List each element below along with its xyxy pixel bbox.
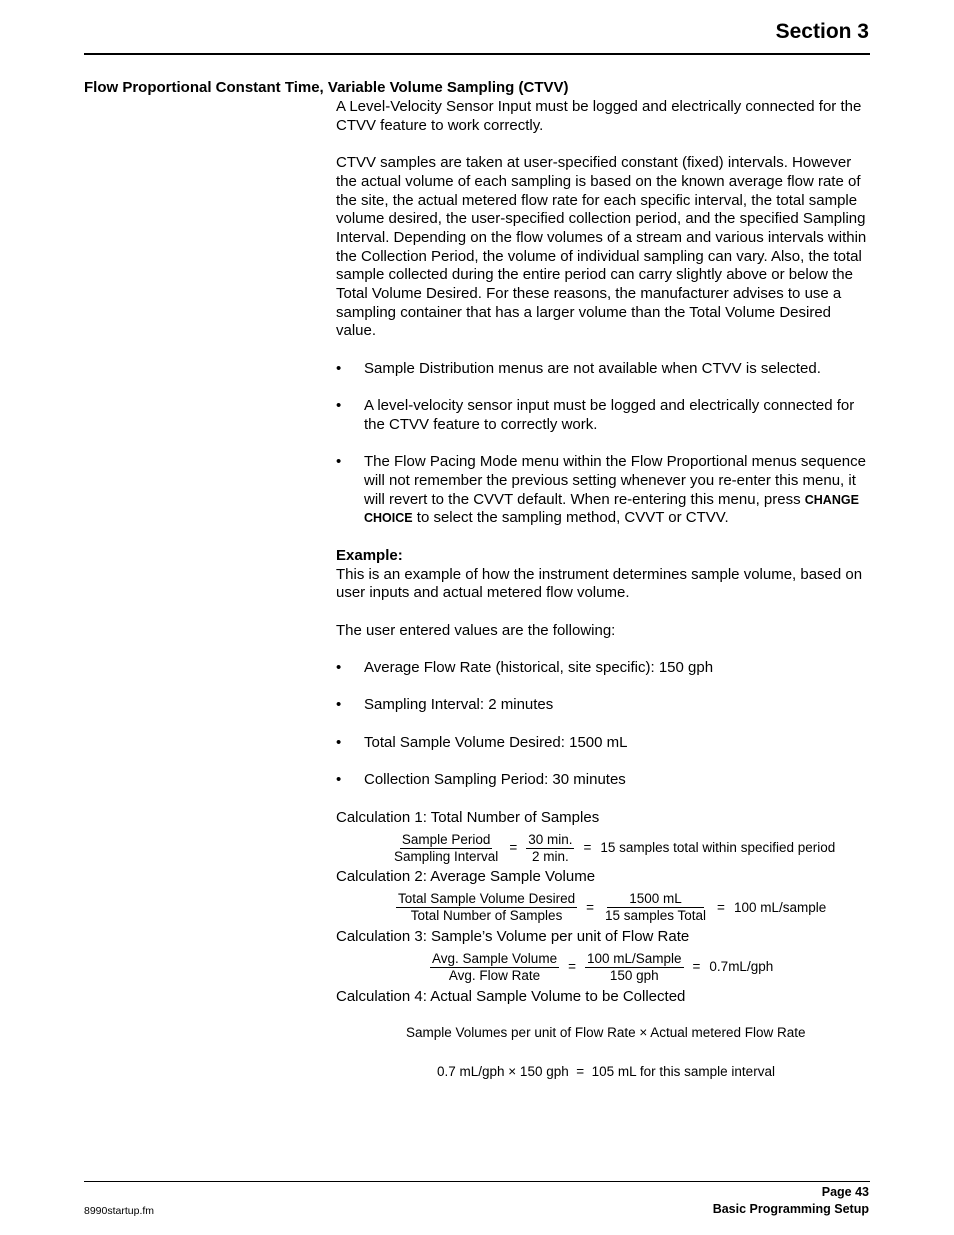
header-rule [84,53,870,55]
calc3-formula [430,951,871,985]
page-number: Page 43 [821,1185,869,1199]
value-item [336,771,871,790]
numerator: 30 min. [528,831,573,847]
fraction [392,832,500,865]
numerator: Total Sample Volume Desired [398,891,576,907]
note-item [336,360,871,379]
note-text: to select the sampling method, CVVT or CTVV. [412,509,729,527]
note-text: The Flow Pacing Mode menu within the Flow Proportional menus sequence will not remember the previous setting whenever you re-enter this menu, it will revert to the CVVT default. When re-entering this menu, press [364,453,866,508]
equals-sign: = [509,839,518,855]
user-values-intro: The user entered values are the following: [336,621,616,639]
denominator: 2 min. [531,848,569,864]
value-item [336,734,871,753]
denominator: Avg. Flow Rate [448,968,541,984]
footer-filename: 8990startup.fm [84,1205,155,1217]
example-text: This is an example of how the instrument determines sample volume, based on user inputs and actual metered flow volume. [336,565,863,602]
calc4-title: Calculation 4: Actual Sample Volume to be Collected [336,987,686,1005]
bullet-icon: • [336,696,342,714]
equals-sign: = [568,959,576,975]
example-label: Example: [336,546,403,564]
calc2-formula [396,891,871,925]
numerator: 1500 mL [607,891,704,908]
bullet-icon: • [336,771,342,789]
equals-sign: = [583,839,592,855]
note-text: A level-velocity sensor input must be logged and electrically connected for the CTVV feature to correctly work. [364,397,855,433]
fraction [585,951,684,984]
value-text: Sampling Interval: 2 minutes [364,696,554,714]
body-column [336,98,871,1082]
page-heading: Flow Proportional Constant Time, Variable Volume Sampling (CTVV) [84,79,569,96]
bullet-icon: • [336,359,342,377]
fraction [430,951,559,984]
footer-chapter-title: Basic Programming Setup [712,1202,869,1216]
bullet-icon: • [336,453,342,471]
calc-result: 0.7mL/gph [709,959,774,975]
note-text: Sample Distribution menus are not available when CTVV is selected. [364,359,821,377]
equals-sign: = [717,899,725,915]
calc1-title: Calculation 1: Total Number of Samples [336,808,600,826]
section-title: Section 3 [775,20,869,43]
description-paragraph: CTVV samples are taken at user-specified constant (fixed) intervals. However the actual volume of each sampling is based on the known average flow rate of the site, the actual metered flow rate for each specific interval, the total sample volume desired, the user-specified collection period, and the specified Sampling Interval. Depending on the flow volumes of a stream and various intervals within the Collection Period, the volume of individual sampling can vary. Also, the total sample collected during the entire period can carry slightly above or below the Total Volume Desired. For these reasons, the manufacturer advises to use a sampling container that has a larger volume than the Total Volume Desired value. [336,154,867,340]
value-text: Total Sample Volume Desired: 1500 mL [364,733,628,751]
equals-sign: = [692,959,701,975]
bullet-icon: • [336,733,342,751]
value-text: Collection Sampling Period: 30 minutes [364,771,626,789]
denominator: Sampling Interval [394,848,499,864]
denominator: Total Number of Samples [410,908,563,924]
calc-result: 100 mL/sample [733,899,827,915]
equals-sign: = [586,899,594,915]
numerator: Avg. Sample Volume [432,951,558,967]
value-item [336,659,871,678]
fraction [603,891,708,924]
intro-paragraph: A Level-Velocity Sensor Input must be logged and electrically connected for the CTVV feature to work correctly. [336,98,862,134]
note-item [336,453,871,528]
numerator: Sample Period [401,831,491,847]
value-text: Average Flow Rate (historical, site specific): 150 gph [364,658,714,676]
bullet-icon: • [336,397,342,415]
fraction [396,891,577,924]
value-item [336,696,871,715]
key-label: CHANGE CHOICE [364,492,859,526]
calc4-line-1: Sample Volumes per unit of Flow Rate × Actual metered Flow Rate [406,1025,806,1041]
fraction [526,832,574,865]
calc3-title: Calculation 3: Sample’s Volume per unit of Flow Rate [336,927,690,945]
denominator: 150 gph [609,968,659,984]
denominator: 15 samples Total [604,908,707,924]
bullet-icon: • [336,658,342,676]
calc4-line-2: 0.7 mL/gph × 150 gph = 105 mL for this sample interval [437,1064,775,1080]
numerator: 100 mL/Sample [586,951,682,967]
calc2-title: Calculation 2: Average Sample Volume [336,868,596,886]
calc1-formula [392,831,871,865]
calc-result: 15 samples total within specified period [600,839,836,855]
note-item [336,397,871,434]
footer-rule [84,1181,870,1182]
